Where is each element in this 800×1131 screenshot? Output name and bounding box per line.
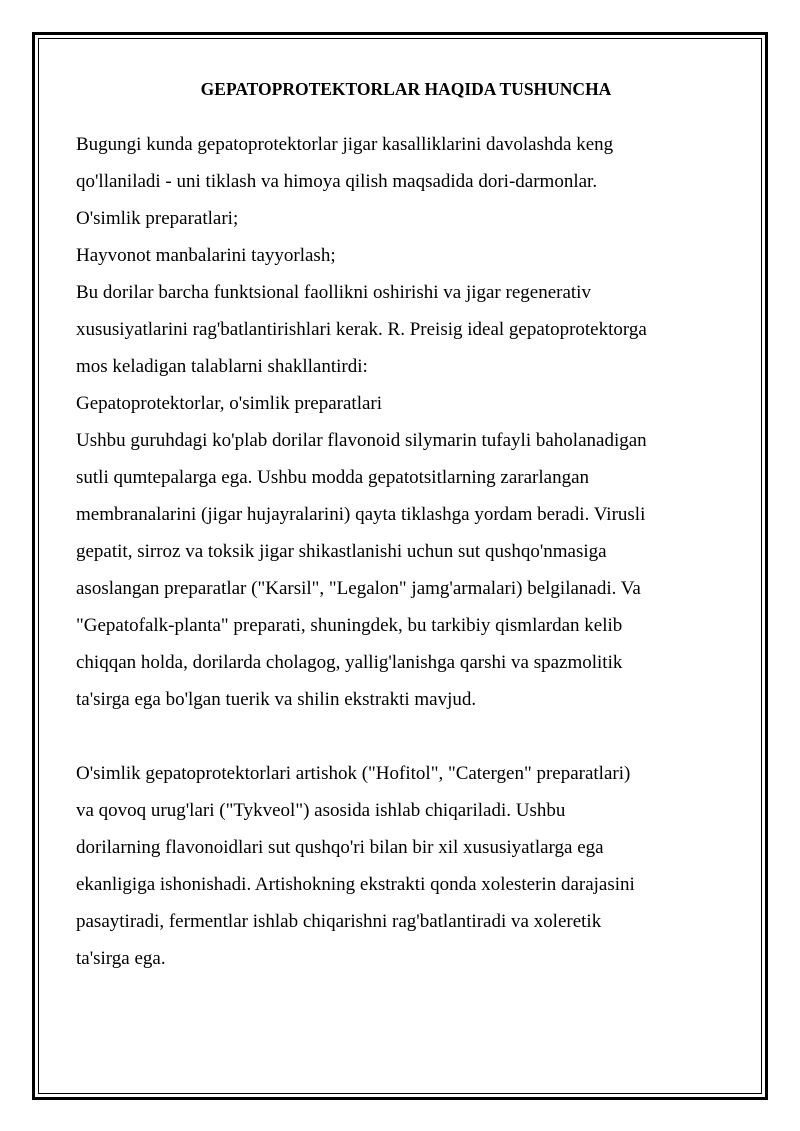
document-body: [76, 126, 736, 977]
document-content: [76, 72, 736, 977]
text-line: Gepatoprotektorlar, o'simlik preparatlari: [76, 393, 383, 414]
text-line: mos keladigan talablarni shakllantirdi:: [76, 356, 368, 377]
text-line: dorilarning flavonoidlari sut qushqo'ri bilan bir xil xususiyatlarga ega: [76, 837, 604, 858]
text-line: O'simlik preparatlari;: [76, 208, 239, 229]
text-line: xususiyatlarini rag'batlantirishlari kerak. R. Preisig ideal gepatoprotektorga: [76, 319, 647, 340]
text-line: Bu dorilar barcha funktsional faollikni oshirishi va jigar regenerativ: [76, 282, 591, 303]
text-line: Bugungi kunda gepatoprotektorlar jigar kasalliklarini davolashda keng: [76, 134, 614, 155]
text-line: chiqqan holda, dorilarda cholagog, yallig'lanishga qarshi va spazmolitik: [76, 652, 623, 673]
text-line: ta'sirga ega bo'lgan tuerik va shilin ekstrakti mavjud.: [76, 689, 477, 710]
text-line: O'simlik gepatoprotektorlari artishok ("Hofitol", "Catergen" preparatlari): [76, 763, 631, 784]
document-title: GEPATOPROTEKTORLAR HAQIDA TUSHUNCHA: [200, 79, 612, 99]
text-line: asoslangan preparatlar ("Karsil", "Legalon" jamg'armalari) belgilanadi. Va: [76, 578, 641, 599]
text-line: va qovoq urug'lari ("Tykveol") asosida ishlab chiqariladi. Ushbu: [76, 800, 566, 821]
text-line: membranalarini (jigar hujayralarini) qayta tiklashga yordam beradi. Virusli: [76, 504, 646, 525]
text-line: ta'sirga ega.: [76, 948, 166, 969]
text-line: Ushbu guruhdagi ko'plab dorilar flavonoid silymarin tufayli baholanadigan: [76, 430, 647, 451]
text-line: gepatit, sirroz va toksik jigar shikastlanishi uchun sut qushqo'nmasiga: [76, 541, 607, 562]
text-line: qo'llaniladi - uni tiklash va himoya qilish maqsadida dori-darmonlar.: [76, 171, 598, 192]
paragraph-gap: [76, 718, 736, 755]
text-line: ekanligiga ishonishadi. Artishokning ekstrakti qonda xolesterin darajasini: [76, 874, 635, 895]
text-line: sutli qumtepalarga ega. Ushbu modda gepatotsitlarning zararlangan: [76, 467, 590, 488]
text-line: "Gepatofalk-planta" preparati, shuningdek, bu tarkibiy qismlardan kelib: [76, 615, 623, 636]
text-line: pasaytiradi, fermentlar ishlab chiqarishni rag'batlantiradi va xoleretik: [76, 911, 602, 932]
text-line: Hayvonot manbalarini tayyorlash;: [76, 245, 336, 266]
